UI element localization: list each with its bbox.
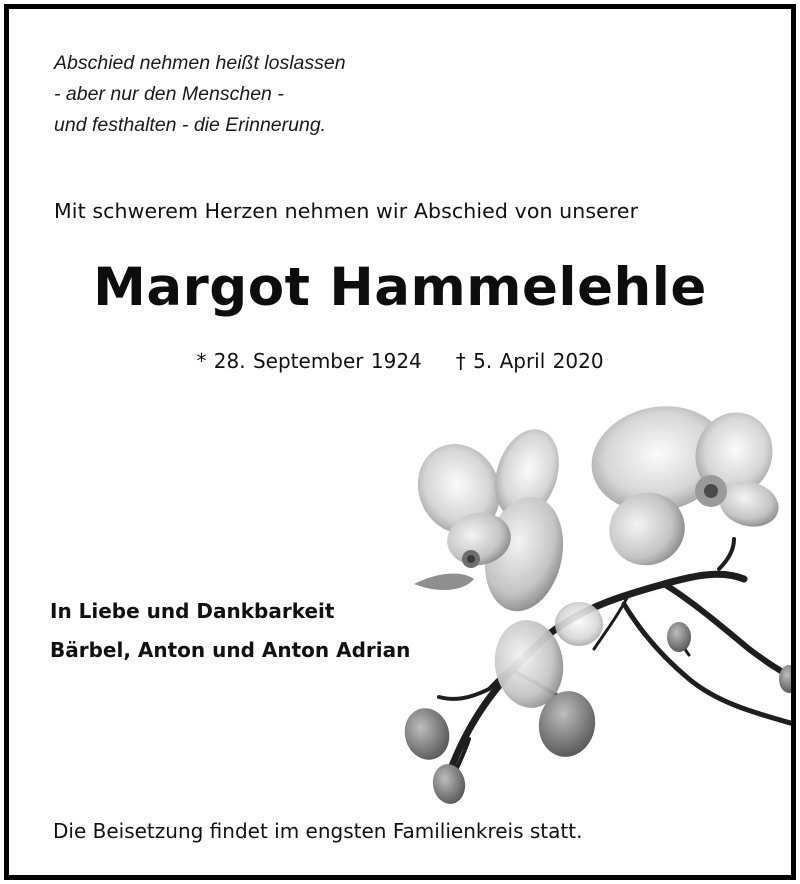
burial-notice: Die Beisetzung findet im engsten Familienkreis statt. [53, 819, 583, 843]
death-date: † 5. April 2020 [455, 349, 604, 373]
family-signature [50, 592, 410, 670]
orchid-flower-left [403, 421, 573, 619]
life-dates [9, 349, 791, 373]
motto-line-3: und festhalten - die Erinnerung. [54, 114, 327, 136]
motto-quote [54, 48, 346, 141]
motto-line-2: - aber nur den Menschen - [54, 83, 284, 105]
motto-line-1: Abschied nehmen heißt loslassen [54, 52, 346, 74]
birth-date: * 28. September 1924 [196, 349, 422, 373]
orchid-flower-right [582, 394, 784, 576]
intro-text: Mit schwerem Herzen nehmen wir Abschied von unserer [54, 199, 639, 223]
orchid-image [389, 379, 796, 819]
deceased-name: Margot Hammelehle [93, 257, 707, 318]
orchid-buds [399, 622, 796, 806]
family-dedication: In Liebe und Dankbarkeit [50, 599, 335, 623]
family-names: Bärbel, Anton und Anton Adrian [50, 638, 411, 662]
obituary-frame [4, 4, 796, 880]
orchid-flower-middle [489, 602, 603, 712]
